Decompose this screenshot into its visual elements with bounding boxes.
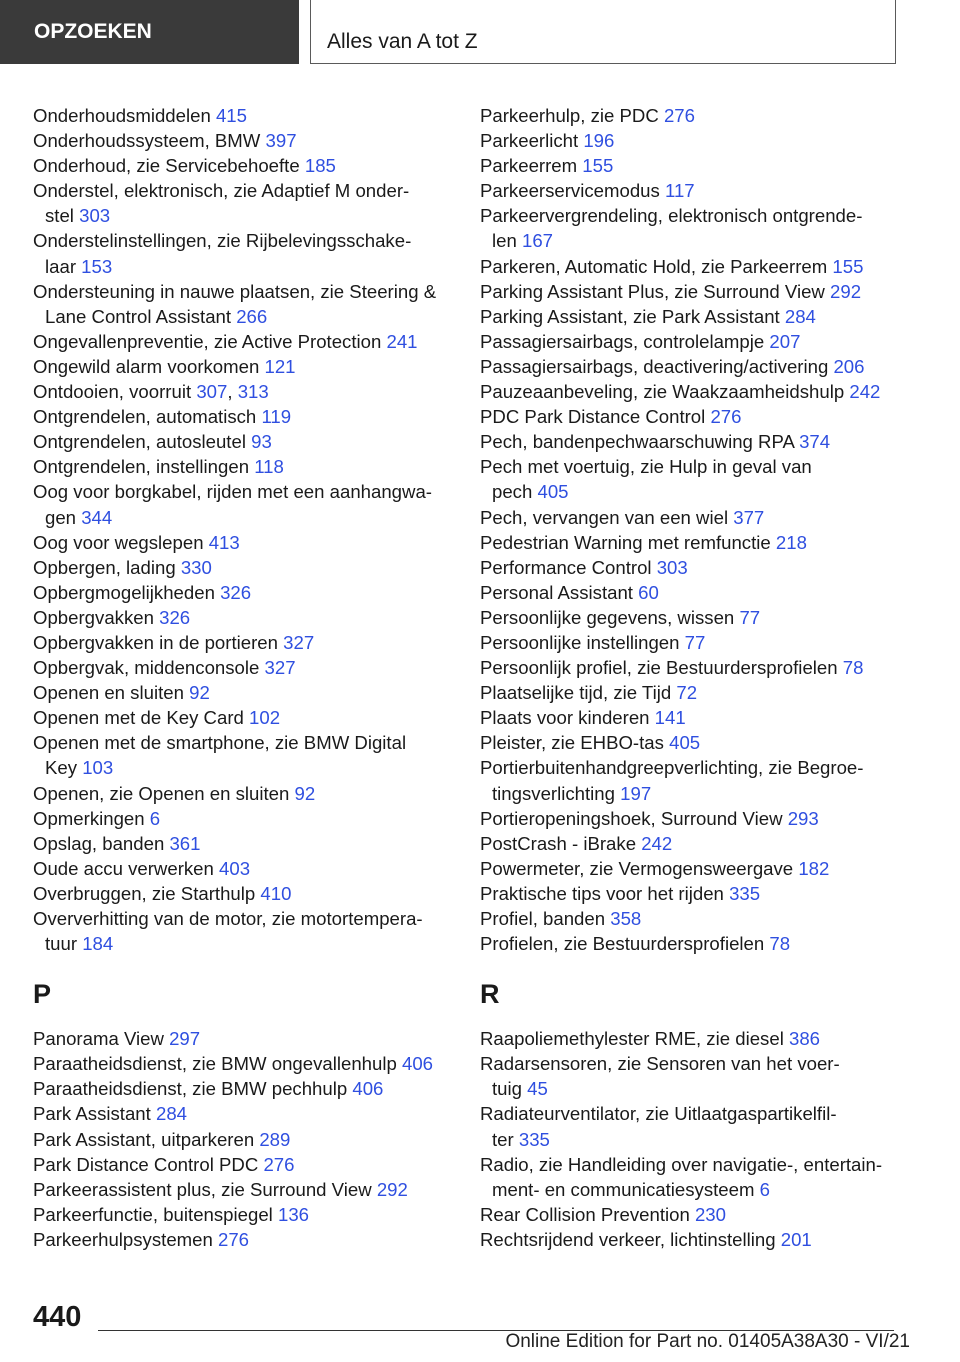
entry-term: Ontdooien, voorruit — [33, 381, 197, 403]
page-link[interactable]: 119 — [261, 406, 292, 428]
page-link[interactable]: 405 — [537, 481, 569, 503]
index-entry — [480, 1026, 920, 1051]
page-link[interactable]: 218 — [775, 531, 807, 553]
entry-term: Pedestrian Warning met remfunctie — [480, 531, 776, 553]
section-tab — [0, 0, 299, 64]
index-entry — [33, 856, 473, 881]
entry-term: Ontgrendelen, automatisch — [33, 406, 262, 428]
index-entry — [33, 479, 473, 529]
page-link[interactable]: 266 — [236, 305, 268, 327]
index-entry — [480, 705, 920, 730]
page-link[interactable]: 155 — [832, 255, 864, 277]
index-entry — [33, 1051, 473, 1076]
entry-term-continued: laar — [45, 255, 82, 277]
entry-term: Persoonlijk profiel, zie Bestuurdersprofielen — [480, 657, 843, 679]
page-link[interactable]: 276 — [710, 406, 742, 428]
entry-term: Plaatselijke tijd, zie Tijd — [480, 682, 677, 704]
index-entry — [480, 1152, 920, 1202]
page-link[interactable]: 335 — [729, 882, 761, 904]
page-link[interactable]: 197 — [620, 782, 652, 804]
page-link[interactable]: 330 — [180, 556, 212, 578]
index-entry — [33, 1076, 473, 1101]
entry-term: Ongevallenpreventie, zie Active Protection — [33, 330, 387, 352]
page-link[interactable]: 93 — [251, 431, 272, 453]
page-link[interactable]: 103 — [82, 757, 114, 779]
page-link[interactable]: 405 — [669, 732, 701, 754]
index-entry — [480, 881, 920, 906]
entry-term: Parking Assistant, zie Park Assistant — [480, 305, 785, 327]
entry-term: Opmerkingen — [33, 807, 150, 829]
index-entry — [33, 530, 473, 555]
page-link[interactable]: 406 — [352, 1078, 384, 1100]
index-entry — [33, 354, 473, 379]
page-link[interactable]: 327 — [264, 657, 296, 679]
page-link[interactable]: 207 — [769, 330, 801, 352]
page-link[interactable]: 397 — [265, 130, 297, 152]
entry-term: Personal Assistant — [480, 581, 639, 603]
page-link[interactable]: 413 — [208, 531, 240, 553]
index-entry — [480, 454, 920, 504]
chapter-title: Alles van A tot Z — [327, 30, 478, 53]
entry-term: Opbergen, lading — [33, 556, 181, 578]
page-link[interactable]: 242 — [641, 832, 673, 854]
index-entry — [33, 580, 473, 605]
entry-term: Overbruggen, zie Starthulp — [33, 882, 261, 904]
page-link[interactable]: 6 — [759, 1178, 770, 1200]
index-entry — [33, 555, 473, 580]
entry-term: Persoonlijke instellingen — [480, 631, 685, 653]
index-entry — [33, 404, 473, 429]
page-link[interactable]: 102 — [249, 707, 281, 729]
entry-term: Powermeter, zie Vermogensweergave — [480, 857, 799, 879]
index-entry — [33, 705, 473, 730]
entry-term: Park Distance Control PDC — [33, 1153, 264, 1175]
index-entry — [480, 404, 920, 429]
entry-term: Opbergvak, middenconsole — [33, 657, 265, 679]
index-entry — [33, 329, 473, 354]
entry-term: Openen met de smartphone, zie BMW Digital — [33, 732, 407, 754]
index-entry — [480, 755, 920, 805]
entry-term-continued: gen — [45, 506, 82, 528]
page-link[interactable]: 196 — [583, 130, 615, 152]
index-entry — [33, 630, 473, 655]
page-link[interactable]: 326 — [159, 606, 191, 628]
page-link[interactable]: 155 — [582, 155, 614, 177]
entry-list — [33, 1026, 473, 1252]
index-entry — [480, 555, 920, 580]
index-entry — [33, 1101, 473, 1126]
page-link[interactable]: 92 — [294, 782, 316, 804]
entry-term: Pauzeaanbeveling, zie Waakzaamheidshulp — [480, 381, 850, 403]
entry-term: Opbergmogelijkheden — [33, 581, 221, 603]
entry-term-continued: len — [492, 230, 522, 252]
index-entry — [33, 1127, 473, 1152]
index-entry — [480, 153, 920, 178]
entry-term: Parkeerlicht — [480, 130, 584, 152]
entry-term: Portieropeningshoek, Surround View — [480, 807, 788, 829]
page-link[interactable]: 201 — [780, 1228, 812, 1250]
index-column-right — [480, 103, 920, 1252]
index-entry — [480, 279, 920, 304]
page-link[interactable]: 386 — [789, 1028, 821, 1050]
entry-term: Opbergvakken in de portieren — [33, 631, 284, 653]
page-link[interactable]: 78 — [769, 933, 791, 955]
entry-term: Pech met voertuig, zie Hulp in geval van — [480, 456, 812, 478]
chapter-header — [310, 0, 896, 64]
index-entry — [33, 178, 473, 228]
entry-term: PDC Park Distance Control — [480, 406, 711, 428]
page-link[interactable]: 374 — [799, 431, 831, 453]
entry-term: Pleister, zie EHBO-tas — [480, 732, 670, 754]
page-link[interactable]: 136 — [277, 1203, 310, 1225]
index-entry — [33, 128, 473, 153]
index-entry — [480, 1101, 920, 1151]
index-entry — [33, 454, 473, 479]
page-link[interactable]: 45 — [527, 1078, 548, 1100]
index-entry — [33, 103, 473, 128]
index-entry — [480, 530, 920, 555]
index-entry — [33, 680, 473, 705]
entry-term: Radiateurventilator, zie Uitlaatgaspartikelfil‐ — [480, 1103, 837, 1125]
entry-term: Parkeren, Automatic Hold, zie Parkeerrem — [480, 255, 833, 277]
entry-term: Park Assistant, uitparkeren — [33, 1128, 260, 1150]
page-link[interactable]: 60 — [638, 581, 659, 603]
page-link[interactable]: 185 — [304, 155, 336, 177]
entry-term: Oververhitting van de motor, zie motortempera‐ — [33, 908, 423, 929]
entry-term-continued: stel — [45, 205, 80, 227]
index-entry — [480, 1227, 920, 1252]
page-link[interactable]: 403 — [219, 857, 251, 879]
page-link[interactable]: 284 — [784, 305, 816, 327]
page-link[interactable]: 292 — [830, 280, 862, 302]
page-number: 440 — [33, 1301, 82, 1333]
page-link[interactable]: 415 — [215, 105, 247, 126]
entry-term: Openen met de Key Card — [33, 707, 250, 729]
page-link[interactable]: 344 — [81, 506, 113, 528]
entry-term: Paraatheidsdienst, zie BMW pechhulp — [33, 1078, 353, 1100]
page-link[interactable]: 313 — [237, 381, 269, 403]
entry-term: Rear Collision Prevention — [480, 1203, 695, 1225]
page-link[interactable]: 410 — [260, 882, 292, 904]
index-entry — [33, 228, 473, 278]
page-link[interactable]: 377 — [733, 506, 765, 528]
index-entry — [480, 1051, 920, 1101]
entry-term: Rechtsrijdend verkeer, lichtinstelling — [480, 1228, 781, 1250]
entry-separator: , — [227, 381, 238, 403]
section-label: OPZOEKEN — [34, 20, 152, 43]
page-link[interactable]: 297 — [169, 1028, 201, 1050]
index-entry — [480, 304, 920, 329]
page-link[interactable]: 358 — [610, 908, 642, 929]
index-entry — [480, 580, 920, 605]
index-entry — [480, 831, 920, 856]
index-entry — [33, 429, 473, 454]
index-column-left — [33, 103, 473, 1252]
page-link[interactable]: 326 — [220, 581, 252, 603]
page-link[interactable]: 230 — [694, 1203, 726, 1225]
entry-term: Panorama View — [33, 1028, 170, 1050]
index-entry — [480, 856, 920, 881]
page-link[interactable]: 153 — [81, 255, 113, 277]
index-entry — [480, 103, 920, 128]
entry-term: Plaats voor kinderen — [480, 707, 655, 729]
page-link[interactable]: 241 — [386, 330, 418, 352]
footer-edition: Online Edition for Part no. 01405A38A30 - VI/21 — [505, 1331, 910, 1352]
entry-term: Opbergvakken — [33, 606, 160, 628]
entry-list — [480, 103, 920, 956]
index-entry — [33, 379, 473, 404]
entry-term: Oog voor wegslepen — [33, 531, 209, 553]
entry-term: Onderstel, elektronisch, zie Adaptief M onder‐ — [33, 180, 410, 202]
index-entry — [33, 1177, 473, 1202]
entry-term: Oude accu verwerken — [33, 857, 220, 879]
index-entry — [480, 379, 920, 404]
entry-term: Paraatheidsdienst, zie BMW ongevallenhulp — [33, 1053, 402, 1075]
page-link[interactable]: 121 — [264, 355, 296, 377]
entry-term: Profiel, banden — [480, 908, 611, 929]
index-entry — [33, 1026, 473, 1051]
index-entry — [33, 730, 473, 780]
entry-term-continued: ter — [492, 1128, 519, 1150]
index-entry — [480, 605, 920, 630]
index-entry — [480, 906, 920, 931]
entry-term: Opslag, banden — [33, 832, 170, 854]
page-link[interactable]: 335 — [518, 1128, 550, 1150]
index-entry — [480, 254, 920, 279]
entry-term: Ondersteuning in nauwe plaatsen, zie Steering & — [33, 280, 437, 302]
entry-term: Parkeerservicemodus — [480, 180, 665, 202]
letter-heading: R — [480, 979, 500, 1010]
index-entry — [480, 505, 920, 530]
index-entry — [480, 655, 920, 680]
index-entry — [480, 429, 920, 454]
page-link[interactable]: 292 — [376, 1178, 408, 1200]
page-link[interactable]: 118 — [254, 456, 284, 478]
page-link[interactable]: 184 — [82, 933, 114, 955]
index-entry — [33, 906, 473, 956]
entry-term: Openen, zie Openen en sluiten — [33, 782, 295, 804]
index-entry — [480, 1202, 920, 1227]
page-link[interactable]: 303 — [79, 205, 111, 227]
index-entry — [480, 178, 920, 203]
entry-term-continued: tuur — [45, 933, 83, 955]
entry-term: Passagiersairbags, controlelampje — [480, 330, 770, 352]
entry-term: Oog voor borgkabel, rijden met een aanhangwa‐ — [33, 481, 432, 503]
entry-term-continued: pech — [492, 481, 538, 503]
entry-term: Parkeerfunctie, buitenspiegel — [33, 1203, 278, 1225]
entry-term: Parkeerhulpsystemen — [33, 1228, 218, 1250]
page-link[interactable]: 242 — [849, 381, 881, 403]
index-entry — [33, 655, 473, 680]
index-entry — [33, 781, 473, 806]
entry-term-continued: tingsverlichting — [492, 782, 621, 804]
index-entry — [33, 279, 473, 329]
entry-term: Portierbuitenhandgreepverlichting, zie Begroe‐ — [480, 757, 864, 779]
page-link[interactable]: 361 — [169, 832, 201, 854]
index-entry — [480, 128, 920, 153]
entry-term: Ontgrendelen, autosleutel — [33, 431, 252, 453]
page-link[interactable]: 77 — [739, 606, 761, 628]
page-link[interactable]: 284 — [155, 1103, 188, 1125]
page-link[interactable]: 303 — [656, 556, 688, 578]
entry-term: Radarsensoren, zie Sensoren van het voer‐ — [480, 1053, 840, 1075]
index-entry — [33, 1202, 473, 1227]
page-link[interactable]: 78 — [842, 657, 864, 679]
index-entry — [480, 203, 920, 253]
entry-term: Performance Control — [480, 556, 657, 578]
index-entry — [480, 630, 920, 655]
entry-term: Park Assistant — [33, 1103, 156, 1125]
index-entry — [33, 881, 473, 906]
page-link[interactable]: 92 — [189, 682, 210, 704]
page-link[interactable]: 77 — [684, 631, 706, 653]
page-link[interactable]: 327 — [283, 631, 315, 653]
page-link[interactable]: 117 — [664, 180, 695, 202]
page-link[interactable]: 289 — [259, 1128, 291, 1150]
entry-term-continued: tuig — [492, 1078, 528, 1100]
entry-term: Persoonlijke gegevens, wissen — [480, 606, 740, 628]
page-link[interactable]: 307 — [196, 381, 228, 403]
entry-term: Raapoliemethylester RME, zie diesel — [480, 1028, 789, 1050]
page-link[interactable]: 293 — [787, 807, 819, 829]
entry-term-continued: Key — [45, 757, 83, 779]
entry-term: Parkeerhulp, zie PDC — [480, 105, 664, 126]
index-entry — [480, 730, 920, 755]
page-link[interactable]: 406 — [402, 1053, 434, 1075]
entry-term: Onderstelinstellingen, zie Rijbelevingsschake‐ — [33, 230, 412, 252]
entry-term-continued: Lane Control Assistant — [45, 305, 237, 327]
entry-term: Praktische tips voor het rijden — [480, 882, 730, 904]
index-entry — [33, 806, 473, 831]
page-link[interactable]: 276 — [218, 1228, 250, 1250]
entry-term: Openen en sluiten — [33, 682, 190, 704]
entry-term: Onderhoudssysteem, BMW — [33, 130, 266, 152]
entry-list — [480, 1026, 920, 1252]
index-entry — [33, 153, 473, 178]
entry-term: Ontgrendelen, instellingen — [33, 456, 255, 478]
entry-term: Radio, zie Handleiding over navigatie-, entertain‐ — [480, 1153, 883, 1175]
page-link[interactable]: 182 — [798, 857, 830, 879]
entry-term: Parkeervergrendeling, elektronisch ontgrende‐ — [480, 205, 863, 227]
entry-term: PostCrash - iBrake — [480, 832, 642, 854]
entry-term: Pech, bandenpechwaarschuwing RPA — [480, 431, 800, 453]
entry-term: Profielen, zie Bestuurdersprofielen — [480, 933, 770, 955]
page-link[interactable]: 276 — [263, 1153, 295, 1175]
entry-term: Ongewild alarm voorkomen — [33, 355, 265, 377]
entry-term: Parking Assistant Plus, zie Surround View — [480, 280, 831, 302]
page-link[interactable]: 141 — [654, 707, 686, 729]
index-entry — [33, 605, 473, 630]
entry-term: Passagiersairbags, deactivering/activering — [480, 355, 834, 377]
entry-term: Onderhoud, zie Servicebehoefte — [33, 155, 305, 177]
index-entry — [33, 1227, 473, 1252]
page-link[interactable]: 72 — [676, 682, 698, 704]
entry-term: Pech, vervangen van een wiel — [480, 506, 734, 528]
index-entry — [480, 680, 920, 705]
letter-heading: P — [33, 979, 52, 1010]
entry-term: Onderhoudsmiddelen — [33, 105, 216, 126]
index-entry — [480, 806, 920, 831]
index-entry — [33, 831, 473, 856]
index-entry — [33, 1152, 473, 1177]
page-link[interactable]: 206 — [833, 355, 865, 377]
page-link[interactable]: 276 — [663, 105, 695, 126]
index-entry — [480, 354, 920, 379]
entry-term: Parkeerrem — [480, 155, 583, 177]
page-link[interactable]: 167 — [521, 230, 554, 252]
entry-term: Parkeerassistent plus, zie Surround View — [33, 1178, 377, 1200]
page-link[interactable]: 6 — [149, 807, 161, 829]
index-entry — [480, 329, 920, 354]
entry-list — [33, 103, 473, 956]
entry-term-continued: ment- en communicatiesysteem — [492, 1178, 760, 1200]
index-entry — [480, 931, 920, 956]
